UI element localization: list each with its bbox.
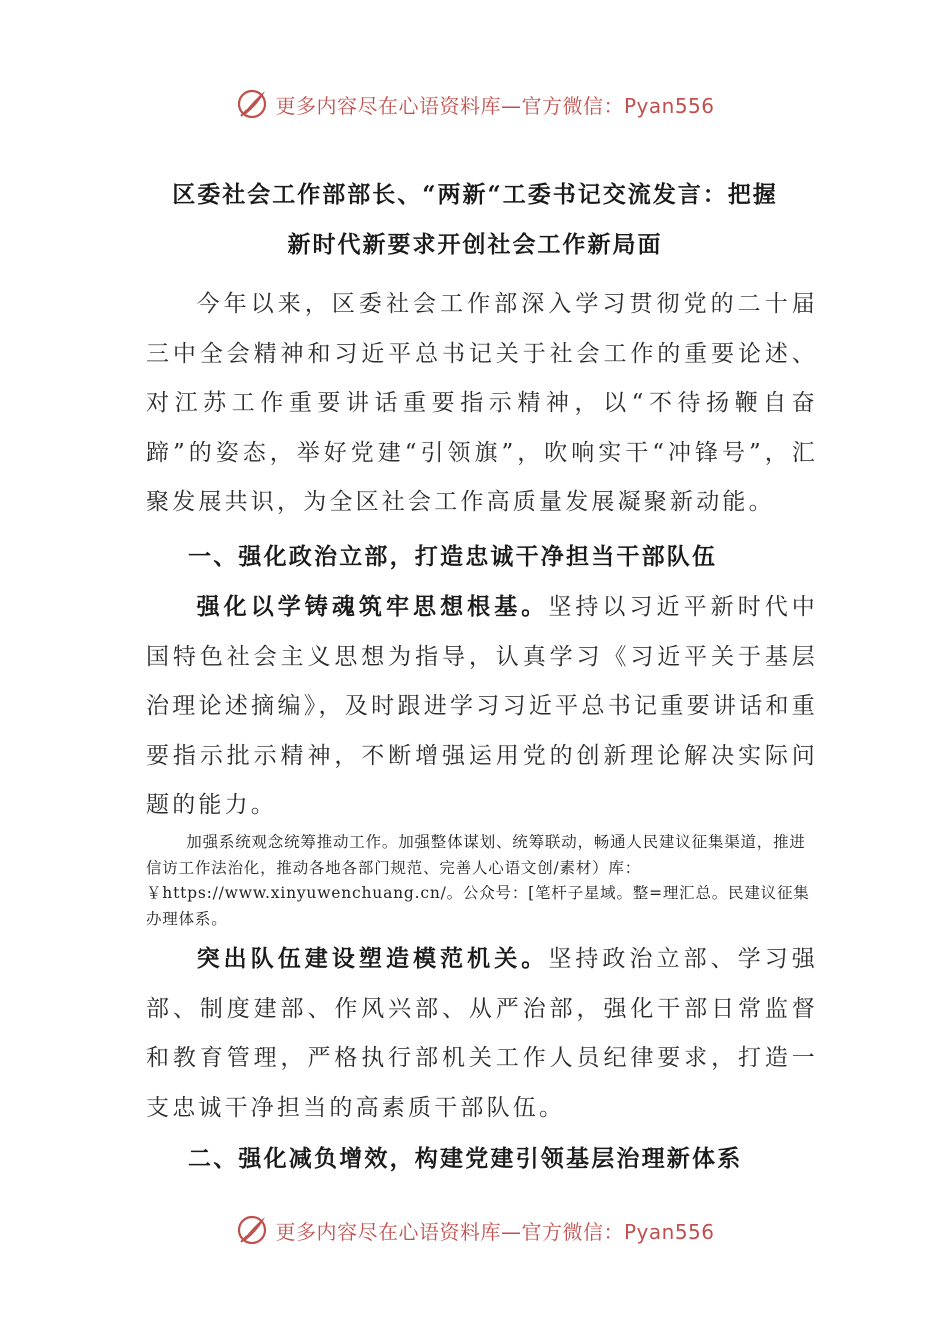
- section-2-heading: 二、强化减负增效，构建党建引领基层治理新体系: [188, 1145, 743, 1172]
- paragraph-lead-phrase: 强化以学铸魂筑牢思想根基。: [196, 593, 549, 620]
- quill-pen-logo-icon: [235, 1213, 269, 1247]
- banner-wechat-id: Pyan556: [623, 93, 715, 118]
- banner-text: [275, 1216, 714, 1245]
- paragraph-body: 坚持政治立部、学习强部、制度建部、作风兴部、从严治部，强化干部日常监督和教育管理，严格执行部机关工作人员纪律要求，打造一支忠诚干净担当的高素质干部队伍。: [146, 946, 819, 1121]
- document-title-line-2: 新时代新要求开创社会工作新局面: [287, 231, 663, 258]
- banner-label: 更多内容尽在心语资料库—官方微信：: [275, 1219, 624, 1244]
- paragraph-lead-phrase: 突出队伍建设塑造模范机关。: [196, 945, 549, 972]
- banner-label: 更多内容尽在心语资料库—官方微信：: [275, 93, 624, 118]
- banner-text: [275, 90, 714, 119]
- intro-paragraph: 今年以来，区委社会工作部深入学习贯彻党的二十届三中全会精神和习近平总书记关于社会工作的重要论述、对江苏工作重要讲话重要指示精神，以“不待扬鞭自奋蹄”的姿态，举好党建“引领旗”，吹响实干“冲锋号”，汇聚发展共识，为全区社会工作高质量发展凝聚新动能。: [146, 291, 818, 515]
- document-title-line-1: 区委社会工作部部长、“两新“工委书记交流发言：把握: [172, 181, 778, 208]
- section-1-paragraph-2: [146, 934, 818, 1133]
- banner-content: [235, 1213, 714, 1247]
- paragraph-body: 坚持以习近平新时代中国特色社会主义思想为指导，认真学习《习近平关于基层治理论述摘编》，及时跟进学习习近平总书记重要讲话和重要指示批示精神，不断增强运用党的创新理论解决实际问题的能力。: [146, 594, 819, 818]
- quill-pen-logo-icon: [235, 87, 269, 121]
- bottom-watermark-banner: [0, 1208, 950, 1252]
- small-note-paragraph: 加强系统观念统筹推动工作。加强整体谋划、统筹联动，畅通人民建议征集渠道，推进信访工作法治化，推动各地各部门规范、完善人心语文创/素材）库：￥https://www.xinyuwenchuang.cn/。公众号：[笔杆子星域。整=理汇总。民建议征集办理体系。: [146, 833, 810, 928]
- top-watermark-banner: [0, 82, 950, 126]
- banner-content: [235, 87, 714, 121]
- banner-wechat-id: Pyan556: [623, 1219, 715, 1244]
- section-1-heading: 一、强化政治立部，打造忠诚干净担当干部队伍: [188, 543, 718, 570]
- section-1-paragraph-1: [146, 582, 818, 831]
